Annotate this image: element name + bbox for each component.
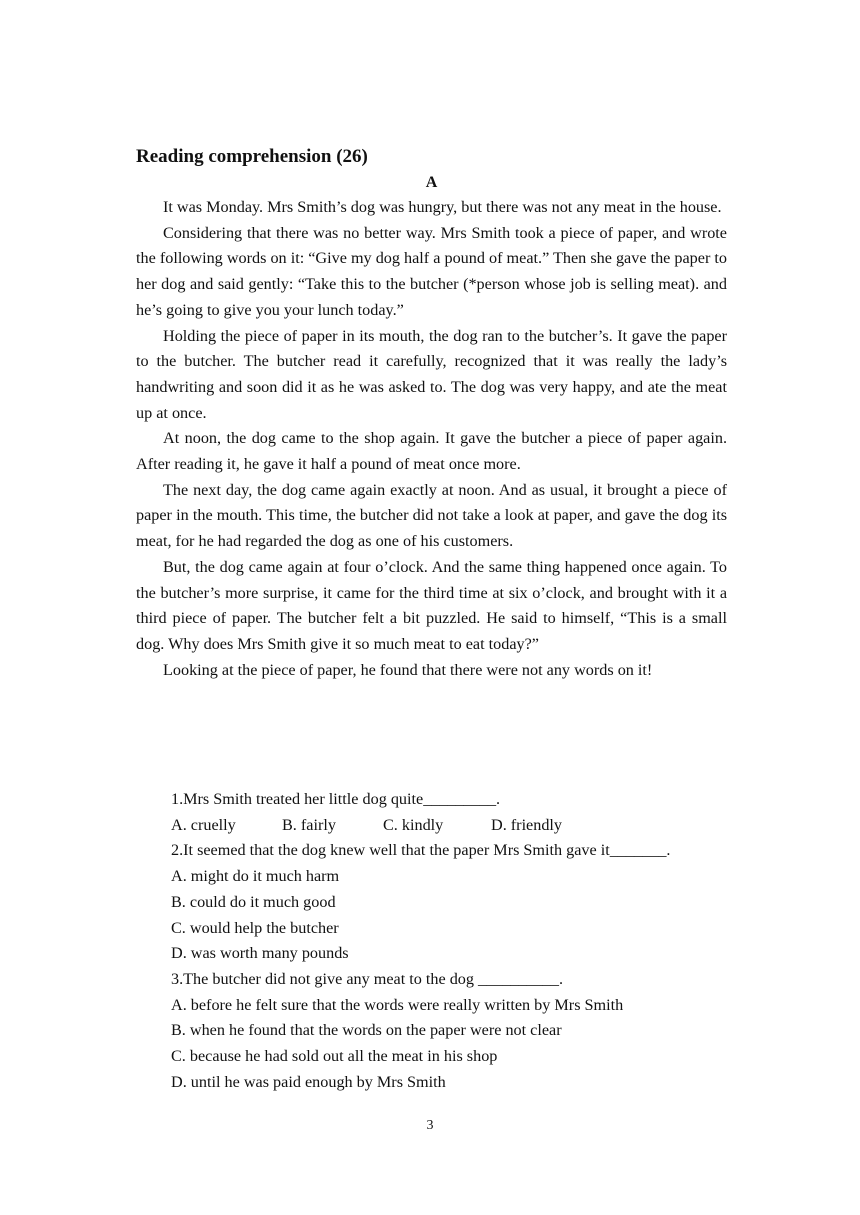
reading-passage <box>136 195 727 683</box>
option-c: C. would help the butcher <box>171 918 339 937</box>
option-b: B. fairly <box>282 815 336 834</box>
option-c: C. kindly <box>383 815 444 834</box>
paragraph: Looking at the piece of paper, he found that there were not any words on it! <box>163 660 653 679</box>
page-title: Reading comprehension (26) <box>136 146 368 167</box>
question-stem: 3.The butcher did not give any meat to the dog __________. <box>171 969 564 988</box>
paragraph: At noon, the dog came to the shop again. It gave the butcher a piece of paper again. After reading it, he gave it half a pound of meat once more. <box>136 429 727 474</box>
option-row <box>171 813 731 839</box>
paragraph: Considering that there was no better way. Mrs Smith took a piece of paper, and wrote the following words on it: “Give my dog half a pound of meat.” Then she gave the paper to her dog and said gently: “Take this to the butcher (*person whose job is selling meat). and he’s going to give you your lunch today.” <box>136 223 727 319</box>
option-c: C. because he had sold out all the meat in his shop <box>171 1047 498 1066</box>
option-a: A. before he felt sure that the words were really written by Mrs Smith <box>171 995 624 1014</box>
question-stem: 1.Mrs Smith treated her little dog quite_________. <box>171 790 501 808</box>
page-number: 3 <box>426 1118 434 1133</box>
option-d: D. was worth many pounds <box>171 944 349 963</box>
paragraph: But, the dog came again at four o’clock. And the same thing happened once again. To the butcher’s more surprise, it came for the third time at six o’clock, and brought with it a third piece of paper. The butcher felt a bit puzzled. He said to himself, “This is a small dog. Why does Mrs Smith give it so much meat to eat today?” <box>136 557 727 653</box>
paragraph: The next day, the dog came again exactly at noon. And as usual, it brought a piece of paper in the mouth. This time, the butcher did not take a look at paper, and gave the dog its meat, for he had regarded the dog as one of his customers. <box>136 480 727 551</box>
option-a: A. might do it much harm <box>171 867 340 886</box>
option-d: D. friendly <box>491 815 563 834</box>
question-list <box>171 787 731 1095</box>
option-b: B. could do it much good <box>171 892 336 911</box>
option-b: B. when he found that the words on the paper were not clear <box>171 1021 562 1040</box>
paragraph: Holding the piece of paper in its mouth, the dog ran to the butcher’s. It gave the paper to the butcher. The butcher read it carefully, recognized that it was really the lady’s handwriting and soon did it as he was asked to. The dog was very happy, and ate the meat up at once. <box>136 326 727 422</box>
option-a: A. cruelly <box>171 815 236 834</box>
option-d: D. until he was paid enough by Mrs Smith <box>171 1072 446 1091</box>
paragraph: It was Monday. Mrs Smith’s dog was hungry, but there was not any meat in the house. <box>163 198 722 216</box>
question-stem: 2.It seemed that the dog knew well that the paper Mrs Smith gave it_______. <box>171 841 671 860</box>
section-label: A <box>425 174 438 191</box>
